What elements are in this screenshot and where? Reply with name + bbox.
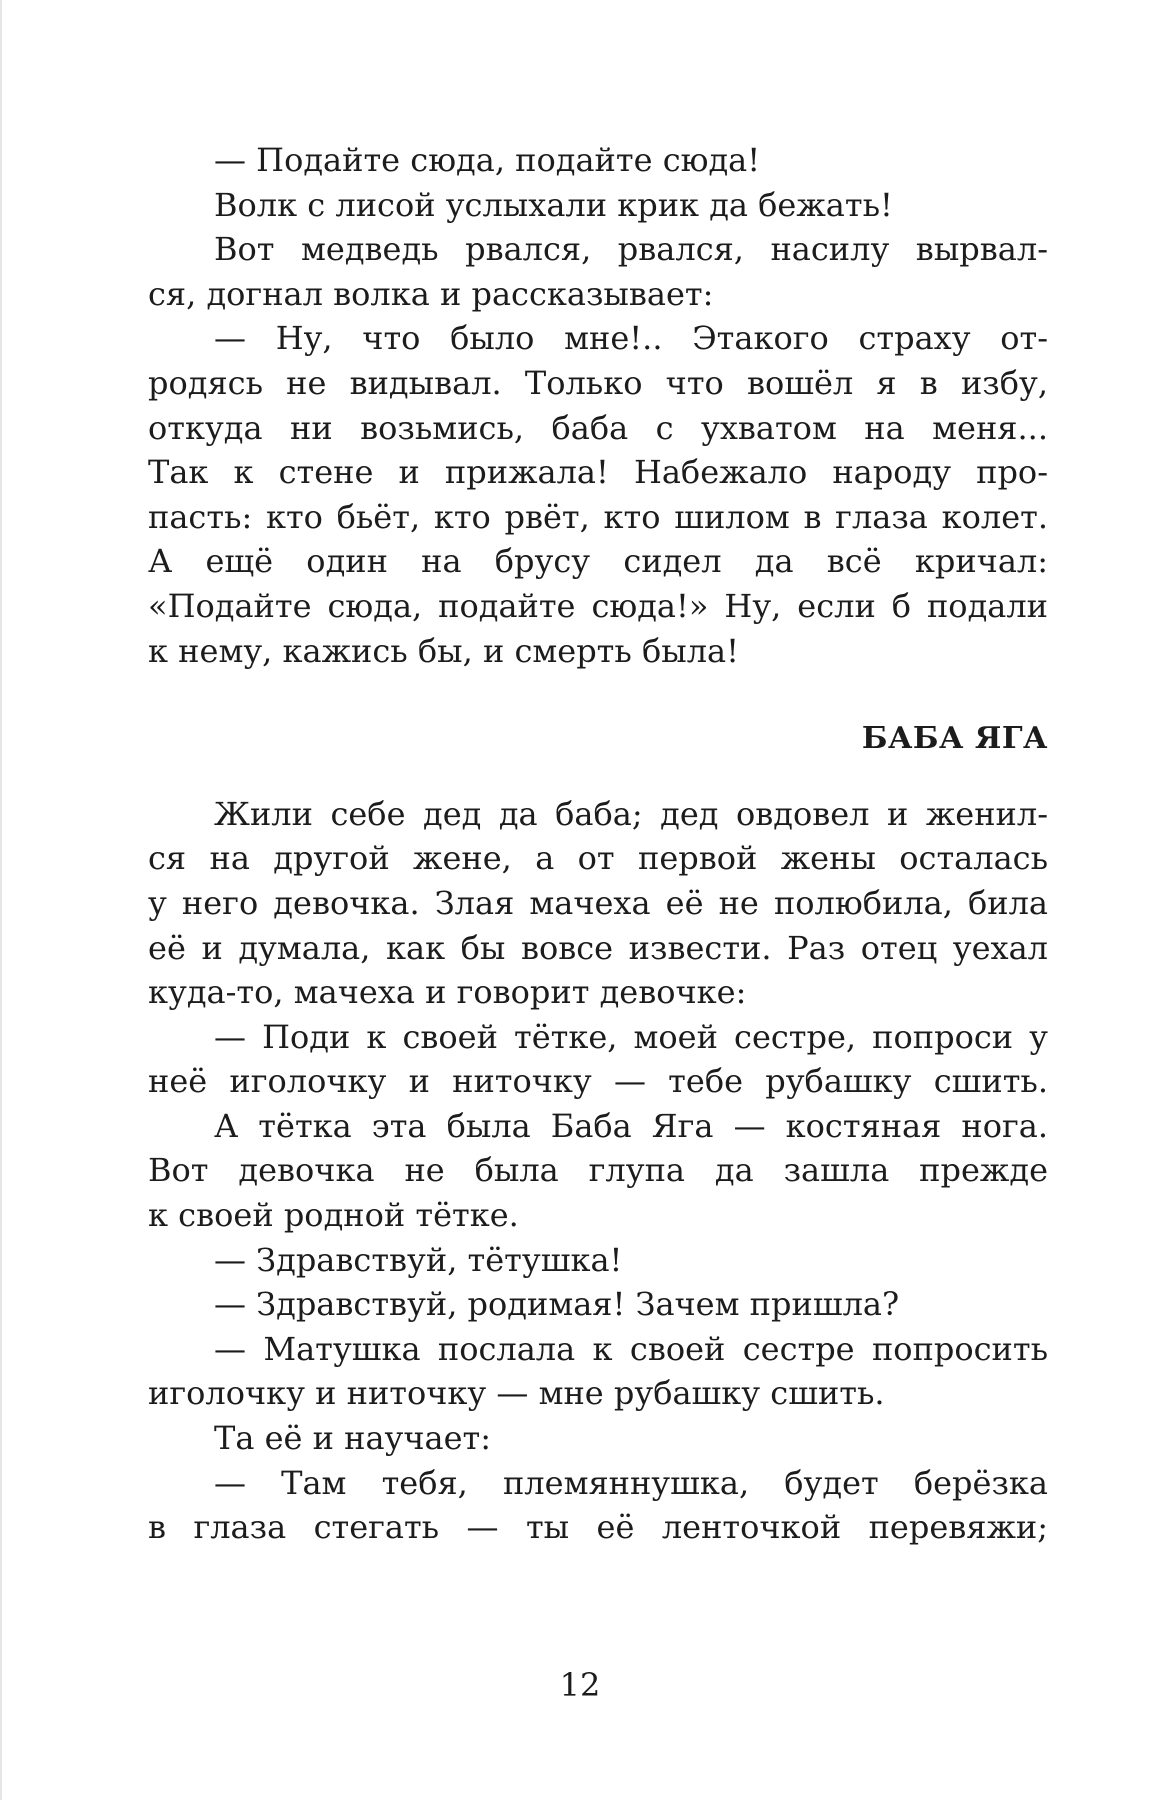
text-line: — Здравствуй, родимая! Зачем пришла? bbox=[214, 1285, 900, 1324]
text-line: — Там тебя, племяннушка, будет берёзка bbox=[214, 1463, 1048, 1502]
text-line: — Матушка послала к своей сестре попросить bbox=[214, 1329, 1048, 1368]
text-line: — Поди к своей тётке, моей сестре, попроси у bbox=[214, 1017, 1048, 1056]
tale-title: БАБА ЯГА bbox=[861, 721, 1048, 757]
text-line: к нему, кажись бы, и смерть была! bbox=[148, 631, 739, 670]
text-line: Жили себе дед да баба; дед овдовел и женил- bbox=[214, 794, 1048, 833]
text-line: в глаза стегать — ты её ленточкой перевяжи; bbox=[148, 1508, 1048, 1547]
text-line: куда-то, мачеха и говорит девочке: bbox=[148, 973, 747, 1012]
text-line: Вот девочка не была глупа да зашла прежде bbox=[148, 1151, 1048, 1190]
text-line: к своей родной тётке. bbox=[148, 1196, 519, 1235]
text-line: ся, догнал волка и рассказывает: bbox=[148, 274, 714, 313]
text-line: пасть: кто бьёт, кто рвёт, кто шилом в глаза колет. bbox=[148, 497, 1048, 536]
text-line: Вот медведь рвался, рвался, насилу вырвал- bbox=[214, 230, 1048, 269]
text-line: — Здравствуй, тётушка! bbox=[214, 1240, 623, 1279]
text-line: Так к стене и прижала! Набежало народу про- bbox=[148, 453, 1048, 492]
text-line: Та её и научает: bbox=[214, 1419, 492, 1458]
text-line: ся на другой жене, а от первой жены осталась bbox=[148, 839, 1048, 878]
text-line: «Подайте сюда, подайте сюда!» Ну, если б подали bbox=[148, 586, 1048, 625]
text-line: её и думала, как бы вовсе извести. Раз отец уехал bbox=[148, 928, 1048, 967]
text-line: неё иголочку и ниточку — тебе рубашку сшить. bbox=[148, 1062, 1048, 1101]
text-line: А ещё один на брусу сидел да всё кричал: bbox=[148, 542, 1048, 581]
text-line: откуда ни возьмись, баба с ухватом на меня... bbox=[148, 408, 1048, 447]
text-block bbox=[148, 138, 1048, 1550]
text-line: родясь не видывал. Только что вошёл я в избу, bbox=[148, 363, 1048, 402]
text-line: иголочку и ниточку — мне рубашку сшить. bbox=[148, 1374, 885, 1413]
text-line: А тётка эта была Баба Яга — костяная нога. bbox=[214, 1106, 1048, 1145]
page-number: 12 bbox=[559, 1666, 601, 1704]
text-line: у него девочка. Злая мачеха её не полюбила, била bbox=[148, 883, 1048, 922]
text-line: — Подайте сюда, подайте сюда! bbox=[214, 141, 761, 179]
text-line: Волк с лисой услыхали крик да бежать! bbox=[214, 185, 893, 224]
page-edge bbox=[0, 0, 2, 1800]
text-line: — Ну, что было мне!.. Этакого страху от- bbox=[214, 319, 1048, 358]
